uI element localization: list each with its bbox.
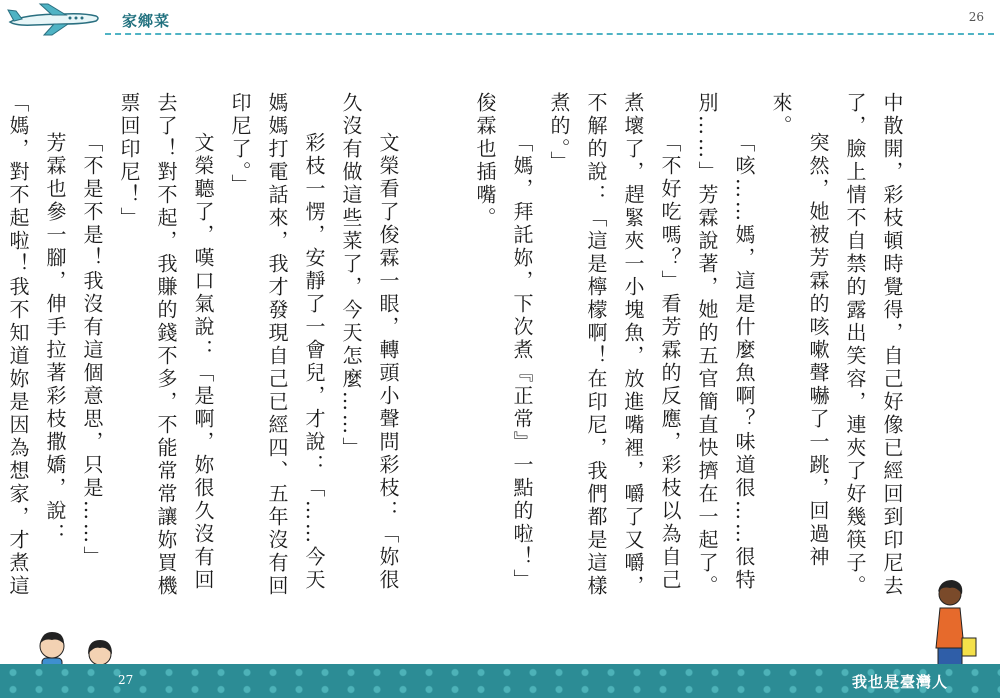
paragraph: 「咳……媽，這是什麼魚啊？味道很……很特別……」芳霖說著，她的五官簡直快擠在一起了。: [695, 92, 756, 598]
paragraph: 「不是不是！我沒有這個意思，只是……」: [80, 132, 104, 569]
story-text: [6, 92, 910, 612]
paragraph: 突然，她被芳霖的咳嗽聲嚇了一跳，回過神來。: [769, 92, 830, 569]
paragraph: 彩枝一愣，安靜了一會兒，才說：「……今天媽媽打電話來，我才發現自己已經四、五年沒有回印尼了。」: [228, 92, 326, 598]
paragraph: 中散開，彩枝頓時覺得，自己好像已經回到印尼去了，臉上情不自禁的露出笑容，連夾了好幾筷子。: [843, 92, 904, 598]
page-number-right: 26: [968, 10, 984, 24]
paragraph: 文榮看了俊霖一眼，轉頭小聲問彩枝：「妳很久沒有做這些菜了，今天怎麼……」: [339, 92, 400, 592]
page-number-left: 27: [118, 673, 134, 687]
book-title: 我也是臺灣人: [851, 673, 948, 691]
paragraph: 「媽，拜託妳，下次煮『正常』一點的啦！」俊霖也插嘴。: [473, 92, 534, 592]
page-footer: [0, 664, 1000, 698]
paragraph: 「不好吃嗎？」看芳霖的反應，彩枝以為自己煮壞了，趕緊夾一小塊魚，放進嘴裡，嚼了又嚼，不解的說：「這是檸檬啊！在印尼，我們都是這樣煮的。」: [547, 92, 682, 598]
paragraph: 文榮聽了，嘆口氣說：「是啊，妳很久沒有回去了！對不起，我賺的錢不多，不能常常讓妳買機票回印尼！」: [117, 92, 215, 598]
page-header: [0, 0, 1000, 40]
paragraph: 芳霖也參一腳，伸手拉著彩枝撒嬌，說：「媽，對不起啦！我不知道妳是因為想家，才煮這: [6, 92, 67, 598]
airplane-icon: [4, 2, 104, 38]
header-divider: [105, 33, 994, 35]
running-title: 家鄉菜: [122, 12, 171, 30]
